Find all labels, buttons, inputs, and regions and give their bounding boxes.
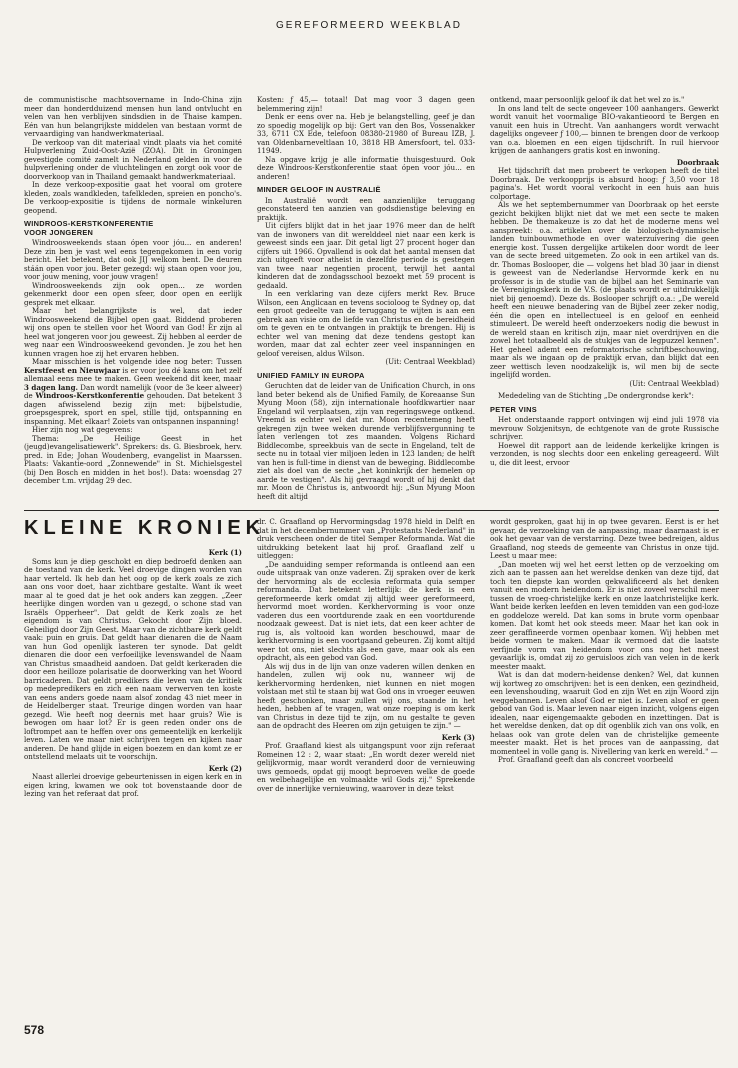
- paragraph: Als wij dus in de lijn van onze vaderen willen denken en handelen, zullen wij ook nu, wanneer wij de kerkhervorming herdenken, niet kunnen en niet mogen volstaan met stil te staan bij wat God ons in vroeger eeuwen heeft geschonken, maar zullen wij ons, staande in het heden, hebben af te vragen, wat onze roeping is om kerk van Christus in deze tijd te zijn, om nu gestalte te geven aan de opdracht des Heeren om zijn getuigen te zijn." —: [257, 661, 475, 730]
- section-heading: PETER VINS: [490, 404, 537, 414]
- page-number: 578: [24, 1023, 45, 1037]
- section-divider: [24, 510, 719, 511]
- bottom-column-1: [24, 546, 242, 1016]
- top-column-3: [490, 96, 719, 502]
- subsection-heading: Doorbraak: [676, 157, 719, 167]
- paragraph: Thema: „De Heilige Geest in het (jeugd)evangelisatiewerk". Sprekers: ds. G. Biesbroek, herv. pred. in Ede; Johan Woudenberg, evangelist in Maarssen. Plaats: Vakantie-oord „Zonnewende" in St. Michielsgestel (bij Den Bosch en midden in het bos!). Data: woensdag 27 december t.m. vrijdag 29 dec.: [24, 433, 242, 485]
- paragraph: Naast allerlei droevige gebeurtenissen in eigen kerk en in eigen kring, kwamen we ook tot bovenstaande door de lezing van het referaat dat prof.: [24, 772, 242, 798]
- paragraph: „De aanduiding semper reformanda is ontleend aan een oude uitspraak van onze vaderen. Zij spraken over de kerk der hervorming als de ecclesia reformata quia semper reformanda. Dat betekent letterlijk: de kerk is een gereformeerde kerk omdat zij altijd weer gereformeerd, hervormd moet worden. Kerkhervorming is voor onze vaderen dus een voortdurende zaak en een voortdurende noodzaak geweest. Dat is niet iets, dat een keer achter de rug is, als voltooid kan worden beschouwd, maar de kerkhervorming is een voortgaand gebeuren. Zij komt altijd weer tot ons, niet slechts als een gave, maar ook als een opdracht, als een gebod van God.: [257, 559, 475, 662]
- paragraph: Na opgave krijg je alle informatie thuisgestuurd. Ook deze Windroos-Kerstkonferentie staat ópen voor jóu... en anderen!: [257, 154, 475, 181]
- paragraph: Het onderstaande rapport ontvingen wij eind juli 1978 via mevrouw Solzjenitsyn, de echtgenote van de grote Russische schrijver.: [490, 415, 719, 441]
- section-heading: UNIFIED FAMILY IN EUROPA: [257, 370, 365, 380]
- paragraph: Maar misschien is het volgende idee nog beter: Tussen Kerstfeest en Nieuwjaar is er voor jou dé kans om het zelf allemaal eens mee te maken. Geen weekend dit keer, maar 3 dagen lang. Dan wordt namelijk (voor de 3e keer alweer) de Windroos-Kerstkonferentie gehouden. Dat betekent 3 dagen afwisselend bezig zijn met: bijbelstudie, groepsgesprek, sport en spel, stille tijd, ontspanning en inspanning. Met elkaar! Zoiets van ontspannen inspanning!: [24, 357, 242, 426]
- paragraph: dr. C. Graafland op Hervormingsdag 1978 hield in Delft en dat in het decembernummer van „Protestants Nederland" in druk verscheen onder de titel Semper Reformanda. Wat die uitdrukking betekent laat hij prof. Graafland zelf u uitleggen:: [257, 518, 475, 560]
- bottom-column-3: [490, 518, 719, 1016]
- paragraph: In Australië wordt een aanzienlijke teruggang geconstateerd ten aanzien van godsdienstige beleving en praktijk.: [257, 195, 475, 222]
- paragraph: De verkoop van dit materiaal vindt plaats via het comité Hulpverlening Zuid-Oost-Azië (ZOA). Dit in Groningen gevestigde comité zamelt in Nederland gelden in voor de hulpverlening onder de vluchtelingen en zorgt ook voor de doorverkoop van in Thailand gemaakt handwerkmateriaal.: [24, 137, 242, 181]
- paragraph: Wat is dan dat modern-heidense denken? Wel, dat kunnen wij kortweg zo omschrijven: het is een denken, een gezindheid, een levenshouding, waaruit God en zijn Wet en zijn Woord zijn weggebannen. Leven alsof God er niet is. Leven alsof er geen gebod van God is. Maar leven naar eigen inzicht, volgens eigen idealen, naar eigengemaakte geboden en inzettingen. Dat is het wereldse denken, dat op dit ogenblik zich van ons volk, en helaas ook van grote delen van de christelijke gemeente meester maakt. Het is het proces van de aanpassing, dat momenteel in volle gang is. Nivellering van kerk en wereld." —: [490, 670, 719, 756]
- bottom-column-2: [257, 518, 475, 1016]
- paragraph: Maar het belangrijkste is wel, dat ieder Windroosweekend de Bijbel open gaat. Biddend proberen wij ons open te stellen voor het Woord van God! Er zijn al heel wat jongeren voor jou geweest. Zij hebben al eerder de weg naar een Windroosweekend gevonden. Je zou het hen kunnen vragen hoe zij het ervaren hebben.: [24, 306, 242, 358]
- masthead: GEREFORMEERD WEEKBLAD: [276, 20, 462, 31]
- paragraph: Als we het septembernummer van Doorbraak op het eerste gezicht bekijken blijkt niet dat we met een secte te maken hebben. De themakeuze is zo dat het de moderne mens wel aanspreekt: o.a. artikelen over de biologisch-dynamische landen tuinbouwmethode en over waterzuivering die geen energie kost. Tussen dergelijke artikelen door wordt de leer van de secte breed uitgemeten. Zo ook in een artikel van ds. dr. Thomas Boslooper, die — volgens het blad 30 jaar in dienst is geweest van de Nederlandse Hervormde kerk en nu professor is in de studie van de bijbel aan het Seminarie van de Verenigingskerk in de V.S. (de plaats wordt er uitdrukkelijk niet bij genoemd). Deze ds. Boslooper schrijft o.a.: „De wereld heeft een nieuwe benadering van de Bijbel zeer zeker nodig, één die open en intellectueel is en geloof en eenheid stimuleert. De wereld heeft onderzoekers nodig die bewust in de wereld staan en kritisch zijn, maar niet overdrijven en die zowel het totaalbeeld als de stukjes van de legpuzzel kennen". Het geheel ademt een reformatorische schriftbeschouwing, maar als we ingaan op de praktijk ervan, dan blijkt dat een zeer wettisch leven noodzakelijk is, wil men bij de secte ingelijfd worden.: [490, 200, 719, 379]
- paragraph: Hier zijn nog wat gegevens:: [32, 425, 133, 434]
- paragraph: Soms kun je diep geschokt en diep bedroefd denken aan de toestand van de kerk. Veel droevige dingen worden van haar verteld. Ik heb dan het oog op de kerk zoals ze zich aan ons voor doet, haar zichtbare gestalte. Want ik weet maar al te goed dat je het ook anders kan zeggen. „Zeer heerlijke dingen worden van u gezegd, o schone stad van Israëls Opperheer". Dat geldt de Kerk zoals ze het eigendom is van Christus. Gekocht door Zijn bloed. Geheiligd door Zijn Geest. Maar van de zichtbare kerk geldt vaak: puin en gruis. Dat geldt haar dienaren die de Naam van hun God openlijk lasteren ter synode. Dat geldt dienaren die door een verfoeilijke levenswandel de Naam van Christus smaadheid aandoen. Dat geldt kerkeraden die door een heilloze polarisatie de doorwerking van het Woord barricaderen. Dat geldt predikers die leven van de kritiek op medepredikers en zich een naam verwerven ten koste van eens anders goede naam alsof zondag 43 niet meer in de Heidelberger staat. Treurige dingen worden van haar gezegd. Wie heeft nog deernis met haar gruis? Wie is bewogen om haar lot? Er is geen reden onder ons de loftrompet aan te heffen over ons gemeentelijk en kerkelijk leven. Laten we maar niet schrijven tegen en kijken naar anderen. De hand glijde in eigen boezem en dan komt ze er ontstellend melaats uit te voorschijn.: [24, 556, 242, 761]
- paragraph: „Dan moeten wij wel het eerst letten op de verzoeking om zich aan te passen aan het wereldse denken van deze tijd, dat toch ten diepste kan worden gekwalificeerd als het denken vanuit een modern heidendom. Er is niet zoveel verschil meer tussen de vroeg-christelijke kerk en onze laatchristelijke kerk. Want beide kerken leefden en leven temidden van een god-loze en goddeloze wereld. Dat kan soms in brute vorm openbaar komen. Dat komt het ook steeds meer. Maar het kan ook in zeer geraffineerde vormen openbaar komen. Wij hebben met beide vormen te maken. Maar ik vermoed dat die laatste verfijnde vorm van heidendom voor ons nog het meest gevaarlijk is, omdat zij zo geruisloos zich van velen in de kerk meester maakt.: [490, 559, 719, 671]
- paragraph: Geruchten dat de leider van de Unification Church, in ons land beter bekend als de Unified Family, de Koreaanse Sun Myung Moon (58), zijn internationale hoofdkwartier naar Engeland wil verplaatsen, zijn van regeringswege ontkend. Vreemd is echter wel dat mr. Moon recentemeng heeft gekregen zijn twee weken durende verblijfsvergunning te laten verlengen tot zes maanden. Volgens Richard Biddlecombe, spreekbuis van de secte in Engeland, telt de secte nu in totaal vier miljoen leden in 123 landen; de helft van hen is full-time in dienst van de beweging. Biddlecombe ziet als doel van de secte „het koninkrijk der hemelen op aarde te vestigen". Als hij gevraagd wordt of hij denkt dat mr. Moon de Christus is, antwoordt hij: „Sun Myung Moon heeft dit altijd: [257, 381, 475, 501]
- paragraph: In deze verkoop-expositie gaat het vooral om grotere kleden, zoals wandkleden, tafelkleden, spreien en poncho's. De verkoop-expositie is tijdens de normale winkeluren geopend.: [24, 180, 242, 215]
- source-credit: (Uit: Centraal Weekblad): [629, 378, 719, 388]
- source-credit: (Uit: Centraal Weekblad): [385, 357, 475, 366]
- paragraph: Prof. Graafland geeft dan als concreet voorbeeld: [498, 755, 674, 764]
- paragraph: Hoewel dit rapport aan de leidende kerkelijke kringen is verzonden, is nog slechts door een enkeling gereageerd. Wilt u, die dit leest, ervoor: [490, 440, 719, 467]
- subsection-heading: Kerk (1): [208, 548, 242, 557]
- paragraph: ontkend, maar persoonlijk geloof ik dat het wel zo is.": [490, 96, 685, 104]
- kroniek-title: KLEINE KRONIEK: [24, 517, 266, 539]
- paragraph: Windroosweekends zijn ook open... ze worden gekenmerkt door een open sfeer, door open en eerlijk gesprek met elkaar.: [24, 280, 242, 307]
- paragraph: In een verklaring van deze cijfers merkt Rev. Bruce Wilson, een Anglicaan en tevens socioloog te Sydney op, dat een groot gedeelte van de teruggang te wijten is aan een gebrek aan visie om de liefde van Christus en de bereidheid om te geven en te ontvangen in praktijk te brengen. Hij is echter wel van mening dat deze tendens gestopt kan worden, maar dat zal echter zeer veel inspanningen en geloof vereisen, aldus Wilson.: [257, 289, 475, 358]
- section-heading: MINDER GELOOF IN AUSTRALIË: [257, 185, 381, 194]
- paragraph: wordt gesproken, gaat hij in op twee gevaren. Eerst is er het gevaar, de verzoeking van de aanpassing, maar daarnaast is er ook het gevaar van de verstarring. Deze twee bedreigen, aldus Graafland, nog steeds de gemeente van Christus in onze tijd. Leest u maar mee:: [490, 518, 719, 560]
- subsection-heading: Kerk (2): [208, 763, 242, 773]
- top-column-2: [257, 96, 475, 502]
- paragraph: Windroosweekends staan ópen voor jóu... en anderen! Deze zin ben je vast wel eens tegengekomen in een vorig bericht. Het betekent, dat ook JIJ welkom bent. De deuren stáán open voor jou. Beter gezegd: wij staan open voor jou, voor jouw mening, voor jouw vragen!: [24, 238, 242, 281]
- top-column-1: [24, 96, 242, 502]
- paragraph: Het tijdschrift dat men probeert te verkopen heeft de titel Doorbraak. De verkoopprijs is absurd hoog: ƒ 3,50 voor 18 pagina's. Het wordt vooral verkocht in een huis aan huis colportage.: [490, 166, 719, 201]
- subsection-heading: Kerk (3): [441, 732, 475, 742]
- paragraph: Mededeling van de Stichting „De ondergrondse kerk":: [498, 391, 694, 400]
- paragraph: de communistische machtsovername in Indo-China zijn meer dan honderdduizend mensen hun land ontvlucht en velen van hen verblijven sindsdien in de Thaise kampen. Eén van hun belangrijkste middelen van bestaan vormt de vervaardiging van handwerkmateriaal.: [24, 96, 242, 138]
- paragraph: In ons land telt de secte ongeveer 100 aanhangers. Gewerkt wordt vanuit het voormalige BIO-vakantieoord te Bergen en vanuit een huis in Utrecht. Van aanhangers wordt verwacht dagelijks ongeveer ƒ 100,— binnen te brengen door de verkoop van o.a. bloemen en een eigen tijdschrift. In ruil hiervoor krijgen de aanhangers gratis kost en inwoning.: [490, 103, 719, 155]
- paragraph: Denk er eens over na. Heb je belangstelling, geef je dan zo spoedig mogelijk op bij: Gert van den Bos, Vossenakker 33, 6711 CX Ede, telefoon 08380-21980 of Bureau IZB, J. van Oldenbarneveltlaan 10, 3818 HB Amersfoort, tel. 033-11949.: [257, 112, 475, 155]
- paragraph: Kosten: ƒ 45,— totaal! Dat mag voor 3 dagen geen belemmering zijn!: [257, 96, 475, 113]
- paragraph: Uit cijfers blijkt dat in het jaar 1976 meer dan de helft van de inwoners van dit werelddeel niet naar een kerk is geweest sinds een jaar. Dit getal ligt 27 procent hoger dan cijfers uit 1966. Opvallend is ook dat het aantal mensen dat zich uitgeeft voor atheist in dezelfde periode is gestegen van twee naar negentien procent, terwijl het aantal kinderen dat de zondagsschool bezoekt met 59 procent is gedaald.: [257, 221, 475, 290]
- paragraph: Prof. Graafland kiest als uitgangspunt voor zijn referaat Romeinen 12 : 2, waar staat: „En wordt dezer wereld niet gelijkvormig, maar wordt veranderd door de vernieuwing uws gemoeds, opdat gij moogt beproeven welke de goede en welbehagelijke en volmaakte wil Gods zij." Sprekende over de innerlijke vernieuwing, waarover in deze tekst: [257, 741, 475, 793]
- section-heading: WINDROOS-KERSTKONFERENTIE VOOR JONGEREN: [24, 219, 154, 237]
